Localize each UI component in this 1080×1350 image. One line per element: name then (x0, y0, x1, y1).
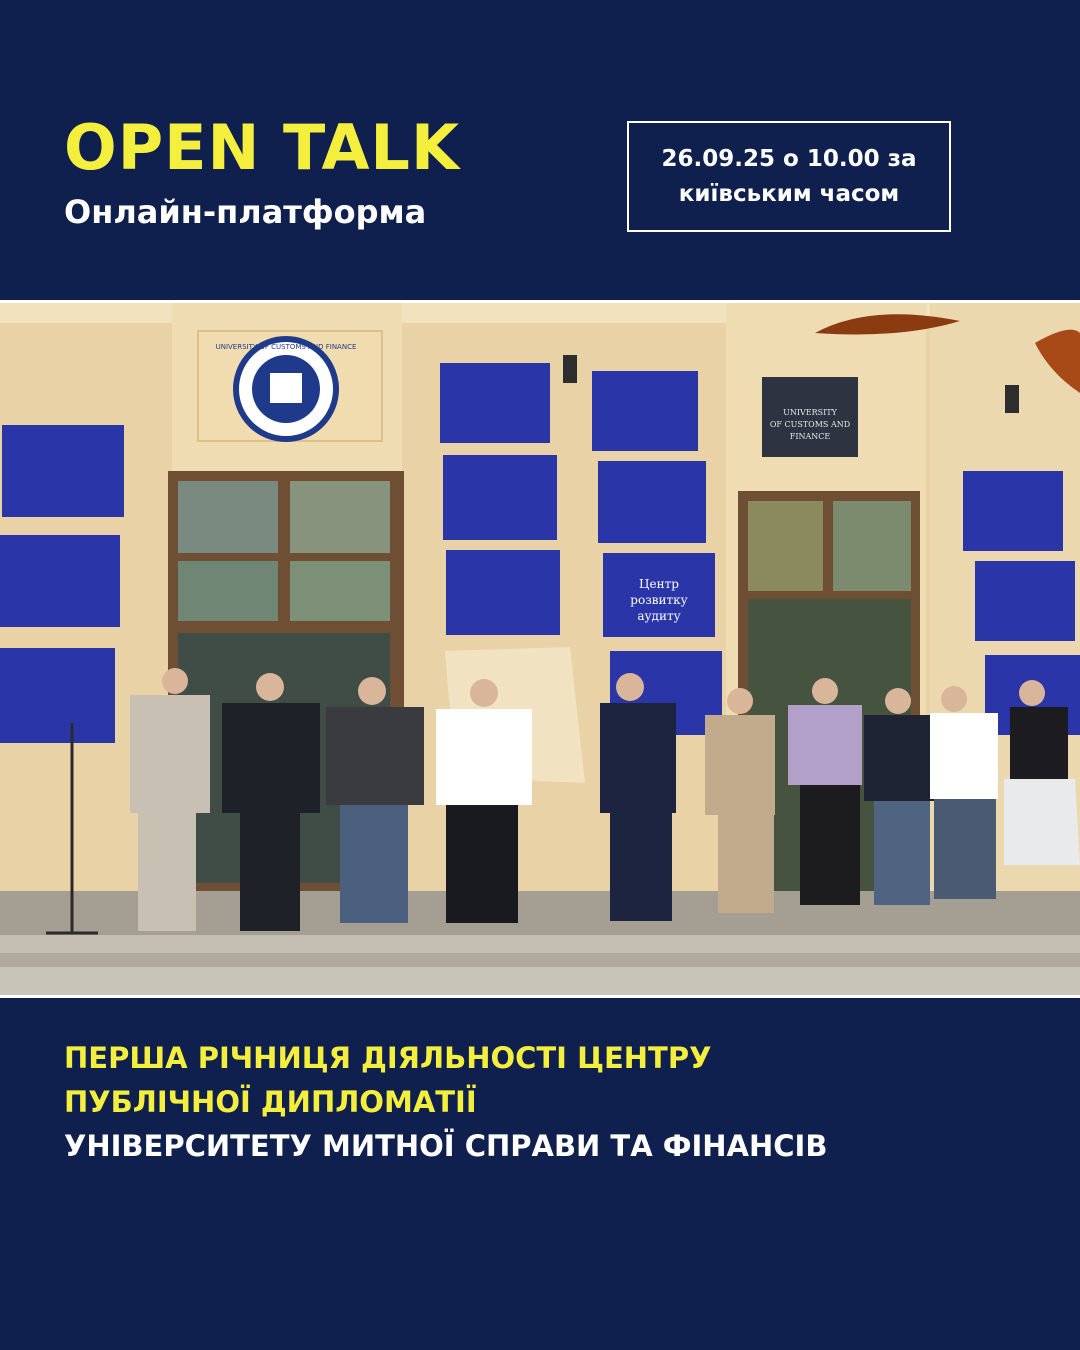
plaque-journalism (975, 561, 1075, 641)
event-date-time: 26.09.25 о 10.00 за київським часом (661, 145, 917, 207)
plaque-arab (443, 455, 557, 540)
date-box (627, 121, 951, 232)
emblem-text: UNIVERSITY OF CUSTOMS AND FINANCE (215, 343, 357, 351)
svg-text:Центр: Центр (639, 577, 679, 591)
event-title: OPEN TALK (64, 111, 460, 184)
event-photo (0, 300, 1080, 998)
plaque-polish (0, 535, 120, 627)
plaque-history (592, 371, 698, 451)
svg-text:OF CUSTOMS AND: OF CUSTOMS AND (769, 420, 851, 429)
svg-text:аудиту: аудиту (637, 609, 681, 623)
university-plaque (762, 377, 858, 457)
headline-line-3: УНІВЕРСИТЕТУ МИТНОЇ СПРАВИ ТА ФІНАНСІВ (64, 1129, 828, 1163)
plaque-brazil (446, 550, 560, 635)
header (0, 0, 1080, 300)
plaque-audit (603, 553, 715, 637)
svg-text:FINANCE: FINANCE (789, 432, 831, 441)
headline-line-1: ПЕРША РІЧНИЦЯ ДІЯЛЬНОСТІ ЦЕНТРУ (64, 1041, 712, 1075)
plaque-azerbaijan (440, 363, 550, 443)
plaque-italian (2, 425, 124, 517)
svg-text:UNIVERSITY: UNIVERSITY (783, 408, 837, 417)
event-subtitle: Онлайн-платформа (64, 193, 427, 231)
plaque-finance (963, 471, 1063, 551)
steps (0, 935, 1080, 953)
headline-line-2: ПУБЛІЧНОЇ ДИПЛОМАТІЇ (64, 1085, 477, 1119)
svg-text:розвитку: розвитку (630, 593, 688, 607)
plaque-european (0, 648, 115, 743)
photo-illustration (0, 303, 1080, 995)
plaque-dialog (598, 461, 706, 543)
